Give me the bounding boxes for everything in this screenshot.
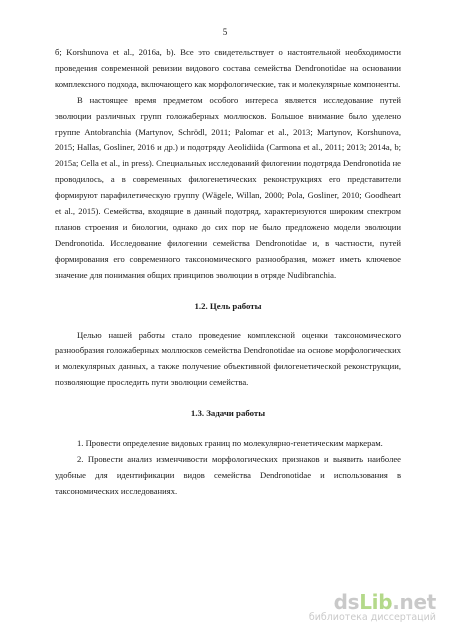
task-item-1: 1. Провести определение видовых границ по молекулярно-генетическим маркерам. (77, 438, 383, 449)
task-item-2: 2. Провести анализ изменчивости морфологических признаков и выявить наиболее удобные для идентификации видов семейства Dendronotidae и использования в таксономических исследованиях. (55, 453, 401, 496)
intro-paragraph: б; Korshunova et al., 2016а, b). Все это свидетельствует о настоятельной необходимости проведения современной ревизии видового состава семейства Dendronotidae на основании комплексного подхода, включающего как морфологические, так и молекулярные компоненты. (55, 47, 401, 89)
research-interest-paragraph: В настоящее время предметом особого интереса является исследование путей эволюции различных групп голожаберных моллюсков. Большое внимание было уделено группе Antobranchia (Martynov, Schrödl, 2011; Palomar et al., 2013; Martynov, Korshunova, 2015; Hallas, Gosliner, 2016 и др.) и подотряду Aeolidiida (Carmona et al., 2011; 2013; 2014а, b; 2015а; Cella et al., in press). Специальных исследований филогении подотряда Dendronotida не проводилось, а в современных филогенетических реконструкциях его представители формируют парафилетическую группу (Wägele, Willan, 2000; Pola, Gosliner, 2010; Goodheart et al., 2015). Семейства, входящие в данный подотряд, характеризуются широким спектром планов строения и биологии, однако до сих пор не было предложено модели эволюции Dendronotida. Исследование филогении семейства Dendronotidae и, в частности, путей формирования его современного таксономического разнообразия, может иметь ключевое значение для понимания общих принципов эволюции в отряде Nudibranchia. (55, 94, 401, 280)
watermark-subtitle: библиотека диссертаций (308, 612, 436, 623)
logo-net: .net (392, 590, 436, 614)
goal-paragraph: Целью нашей работы стало проведение комплексной оценки таксономического разнообразия голожаберных моллюсков семейства Dendronotidae на основе морфологических и молекулярных данных, а также получение объективной филогенетической реконструкции, позволяющие проследить пути эволюции семейства. (55, 329, 401, 388)
section-heading-tasks: 1.3. Задачи работы (190, 408, 266, 419)
logo-ds: ds (333, 590, 360, 614)
logo-lib: Lib (359, 590, 393, 614)
section-heading-goal: 1.2. Цель работы (194, 300, 262, 311)
page-number: 5 (222, 27, 228, 37)
document-body (55, 45, 401, 500)
dslib-watermark (309, 592, 436, 623)
dslib-logo (309, 592, 436, 612)
